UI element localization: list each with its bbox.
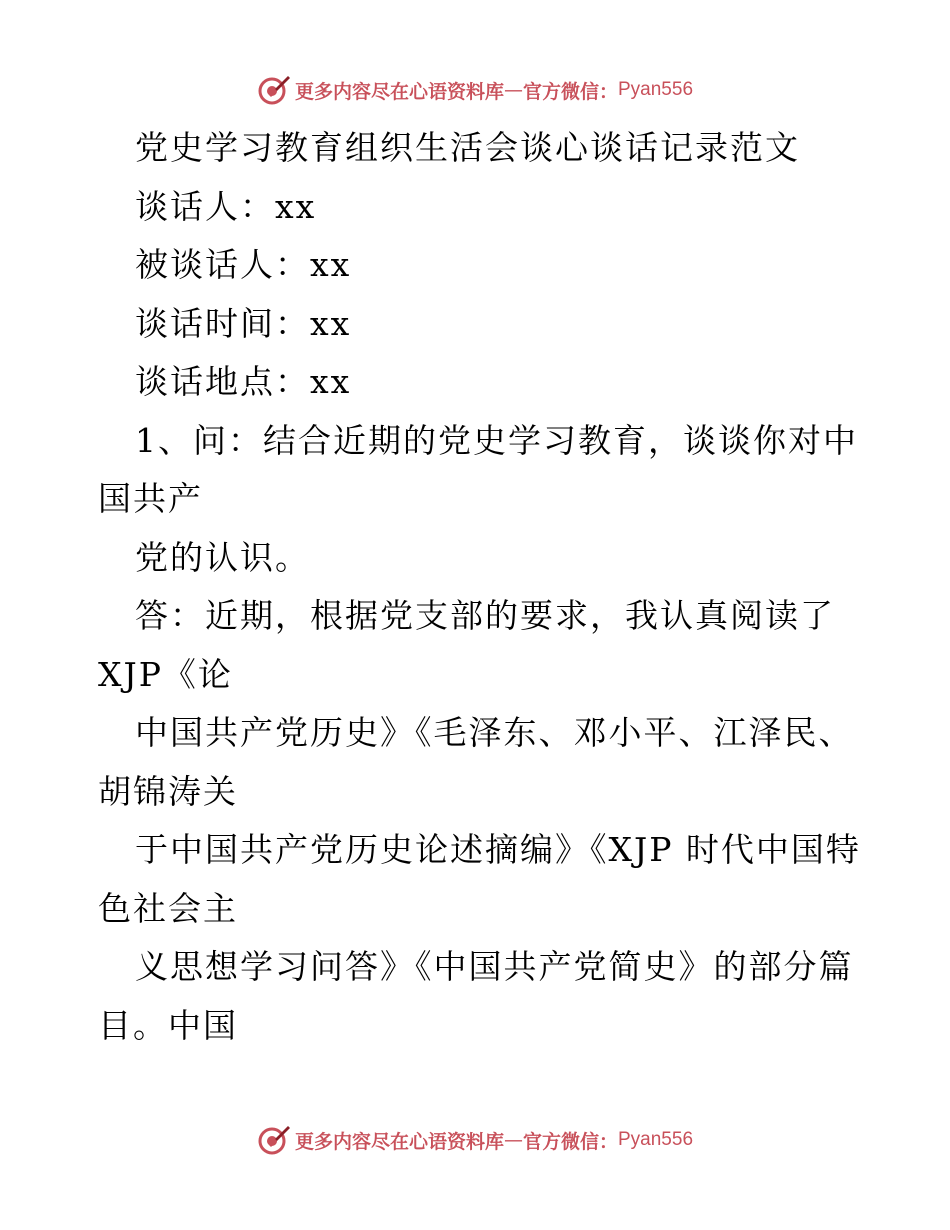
banner-wechat-label: 官方微信： xyxy=(522,1130,618,1153)
text-line: 国共产 xyxy=(98,479,203,518)
banner-site-text: 更多内容尽在心语资料库 xyxy=(294,80,504,103)
text-line: 答：近期，根据党支部的要求，我认真阅读了 xyxy=(135,596,835,635)
text-line: 胡锦涛关 xyxy=(98,771,238,811)
text-line: 谈话人：xx xyxy=(135,186,317,226)
text-line: 谈话地点：xx xyxy=(135,362,352,401)
footer-banner xyxy=(0,1120,950,1160)
text-line: 色社会主 xyxy=(98,888,238,928)
quill-logo-icon xyxy=(257,1123,291,1157)
quill-logo-icon xyxy=(257,73,291,107)
document-title: 党史学习教育组织生活会谈心谈话记录范文 xyxy=(135,128,800,167)
text-line: 被谈话人：xx xyxy=(135,245,352,284)
text-line: XJP《论 xyxy=(98,654,233,694)
text-line: 义思想学习问答》《中国共产党简史》的部分篇 xyxy=(135,947,854,986)
header-banner xyxy=(0,70,950,110)
text-line: 党的认识。 xyxy=(135,537,310,577)
banner-site-text: 更多内容尽在心语资料库 xyxy=(294,1130,504,1153)
text-line: 1、问：结合近期的党史学习教育，谈谈你对中 xyxy=(135,420,858,460)
banner-wechat-label: 官方微信： xyxy=(522,80,618,103)
banner-separator: — xyxy=(503,1129,523,1151)
banner-wechat-id: Pyan556 xyxy=(618,1129,694,1150)
banner-separator: — xyxy=(503,79,523,101)
text-line: 谈话时间：xx xyxy=(135,303,352,343)
text-line: 于中国共产党历史论述摘编》《XJP 时代中国特 xyxy=(135,830,861,869)
text-line: 中国共产党历史》《毛泽东、邓小平、江泽民、 xyxy=(135,713,854,752)
banner-wechat-id: Pyan556 xyxy=(618,79,694,100)
document-body xyxy=(98,119,861,1055)
text-line: 目。中国 xyxy=(98,1005,238,1045)
